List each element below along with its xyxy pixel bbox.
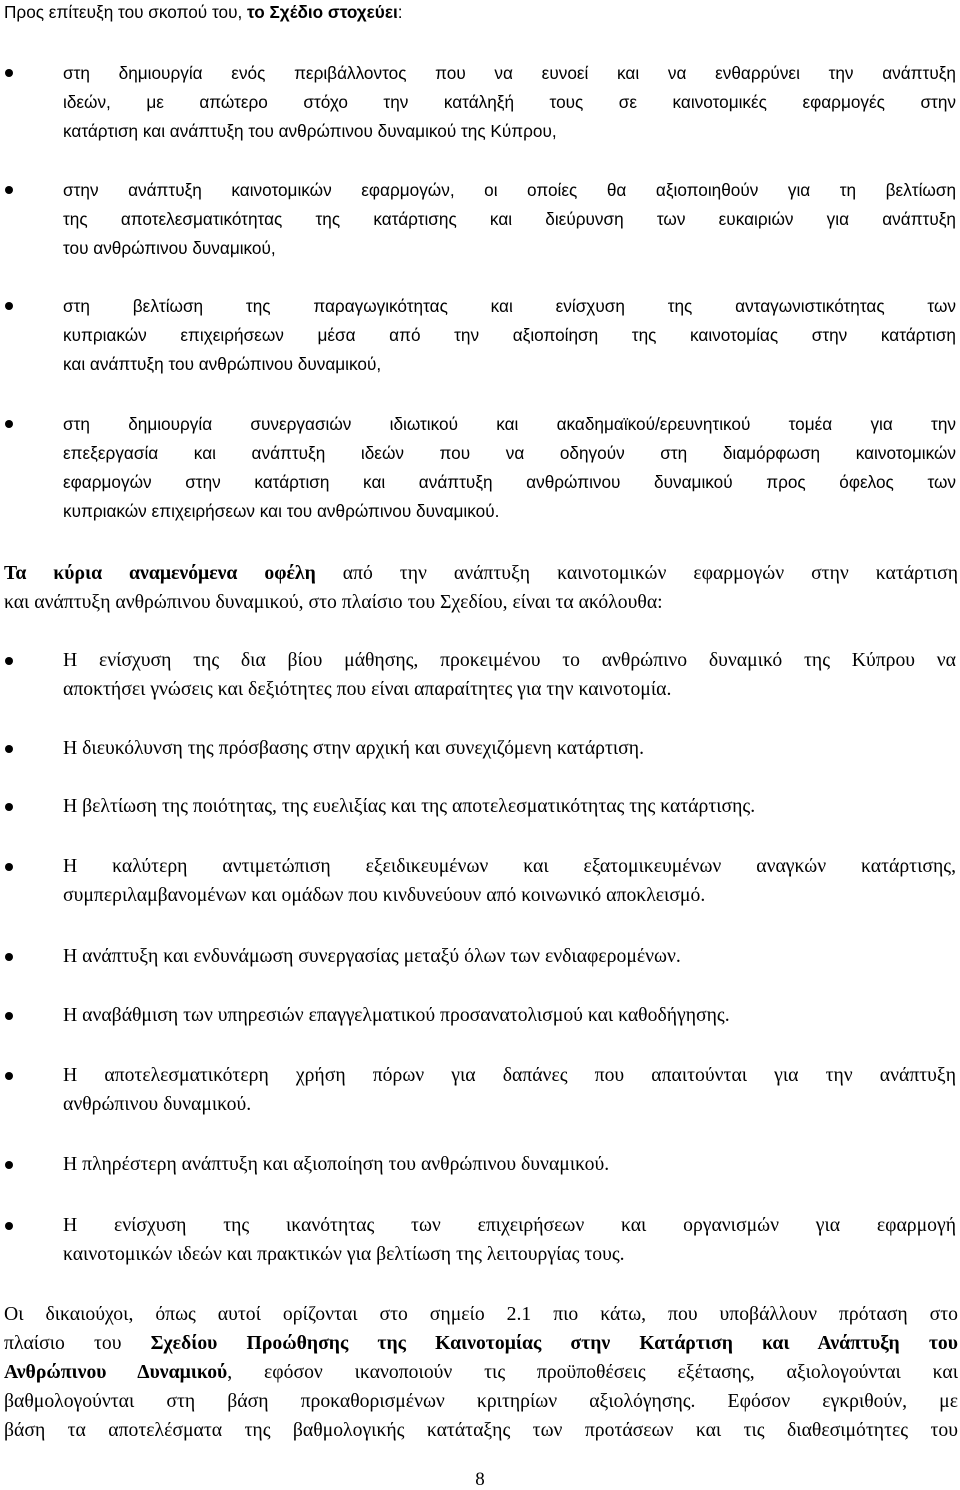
text-line: Η πληρέστερη ανάπτυξη και αξιοποίηση του ανθρώπινου δυναμικού. [63,1153,610,1175]
bullet-icon [5,420,13,428]
text-line: ανθρώπινου δυναμικού. [63,1093,252,1115]
text-line: στη δημιουργία ενός περιβάλλοντος που να ευνοεί και να ενθαρρύνει την ανάπτυξη [63,63,956,83]
text-line: αποκτήσει γνώσεις και δεξιότητες που είναι απαραίτητες για την καινοτομία. [63,678,672,700]
text-line: Η ενίσχυση της δια βίου μάθησης, προκειμένου το ανθρώπινο δυναμικό της Κύπρου να [63,649,956,671]
closing-paragraph [4,1300,958,1445]
text-line: στη δημιουργία συνεργασιών ιδιωτικού και ακαδημαϊκού/ερευνητικού τομέα για την [63,414,956,434]
text-line: Η αποτελεσματικότερη χρήση πόρων για δαπάνες που απαιτούνται για την ανάπτυξη [63,1064,956,1086]
benefit-text [63,734,956,763]
text-line: Η διευκόλυνση της πρόσβασης στην αρχική και συνεχιζόμενη κατάρτιση. [63,737,645,759]
text-line: συμπεριλαμβανομένων και ομάδων που κινδυνεύουν από κοινωνικό αποκλεισμό. [63,884,706,906]
text-line: στην ανάπτυξη καινοτομικών εφαρμογών, οι οποίες θα αξιοποιηθούν για τη βελτίωση [63,180,956,200]
benefits-intro [4,559,958,617]
benefit-text [63,1061,956,1119]
text-line: εφαρμογών στην κατάρτιση και ανάπτυξη ανθρώπινου δυναμικού προς όφελος των [63,472,956,492]
benefit-text [63,792,956,821]
text-line: του ανθρώπινου δυναμικού, [63,238,276,258]
objective-text [63,292,956,379]
text-span: από την ανάπτυξη καινοτομικών εφαρμογών στην κατάρτιση [315,562,958,584]
text-line [4,559,958,588]
text-span: πλαίσιο του [4,1332,151,1354]
bullet-icon [5,69,13,77]
text-line: Η ενίσχυση της ικανότητας των επιχειρήσεων και οργανισμών για εφαρμογή [63,1214,956,1236]
text-line: βάση τα αποτελέσματα της βαθμολογικής κατάταξης των προτάσεων και τις διαθεσιμότητες του [4,1419,958,1441]
text-line: ιδεών, με απώτερο στόχο την κατάληξή τους σε καινοτομικές εφαρμογές στην [63,92,956,112]
text-span: , εφόσον ικανοποιούν τις προϋποθέσεις εξέτασης, αξιολογούνται και [227,1361,959,1383]
text-line: και ανάπτυξη του ανθρώπινου δυναμικού, [63,354,382,374]
intro-suffix: : [397,2,403,22]
text-line: κατάρτιση και ανάπτυξη του ανθρώπινου δυναμικού της Κύπρου, [63,121,557,141]
text-line: και ανάπτυξη ανθρώπινου δυναμικού, στο πλαίσιο του Σχεδίου, είναι τα ακόλουθα: [4,591,663,613]
bullet-icon [5,657,13,665]
bullet-icon [5,1161,13,1169]
intro-line [4,2,958,22]
text-line: Η βελτίωση της ποιότητας, της ευελιξίας και της αποτελεσματικότητας της κατάρτισης. [63,795,756,817]
benefit-text [63,1211,956,1269]
text-line: βαθμολογούνται στη βάση προκαθορισμένων κριτηρίων αξιολόγησης. Εφόσον εγκριθούν, με [4,1390,958,1412]
bullet-icon [5,302,13,310]
bullet-icon [5,186,13,194]
objective-text [63,410,956,526]
objective-text [63,176,956,263]
intro-bold: το Σχέδιο στοχεύει [247,2,398,22]
text-line: κυπριακών επιχειρήσεων μέσα από την αξιοποίηση της καινοτομίας στην κατάρτιση [63,325,956,345]
bullet-icon [5,1222,13,1230]
text-line: στη βελτίωση της παραγωγικότητας και ενίσχυση της ανταγωνιστικότητας των [63,296,956,316]
benefit-text [63,852,956,910]
text-line: Η αναβάθμιση των υπηρεσιών επαγγελματικού προσανατολισμού και καθοδήγησης. [63,1004,730,1026]
text-line: Οι δικαιούχοι, όπως αυτοί ορίζονται στο σημείο 2.1 πιο κάτω, που υποβάλλουν πρόταση στο [4,1303,958,1325]
benefit-text [63,646,956,704]
text-line: επεξεργασία και ανάπτυξη ιδεών που να οδηγούν στη διαμόρφωση καινοτομικών [63,443,956,463]
text-line: καινοτομικών ιδεών και πρακτικών για βελτίωση της λειτουργίας τους. [63,1243,625,1265]
benefit-text [63,1150,956,1179]
text-line: της αποτελεσματικότητας της κατάρτισης και διεύρυνση των ευκαιριών για ανάπτυξη [63,209,956,229]
bullet-icon [5,745,13,753]
intro-prefix: Προς επίτευξη του σκοπού του, [4,2,248,22]
text-line: κυπριακών επιχειρήσεων και του ανθρώπινου δυναμικού. [63,501,500,521]
text-line: Η ανάπτυξη και ενδυνάμωση συνεργασίας μεταξύ όλων των ενδιαφερομένων. [63,945,681,967]
bullet-icon [5,1012,13,1020]
text-line [4,1358,958,1387]
benefits-heading-bold: Τα κύρια αναμενόμενα οφέλη [4,562,316,584]
benefit-text [63,1001,956,1030]
text-line: Η καλύτερη αντιμετώπιση εξειδικευμένων και εξατομικευμένων αναγκών κατάρτισης, [63,855,956,877]
text-line [4,1329,958,1358]
objective-text [63,59,956,146]
page-number: 8 [475,1469,485,1490]
scheme-name-bold: Σχεδίου Προώθησης της Καινοτομίας στην Κατάρτιση και Ανάπτυξη του [150,1332,958,1354]
bullet-icon [5,953,13,961]
benefit-text [63,942,956,971]
bullet-icon [5,803,13,811]
bullet-icon [5,863,13,871]
scheme-name-bold: Ανθρώπινου Δυναμικού [4,1361,228,1383]
bullet-icon [5,1072,13,1080]
